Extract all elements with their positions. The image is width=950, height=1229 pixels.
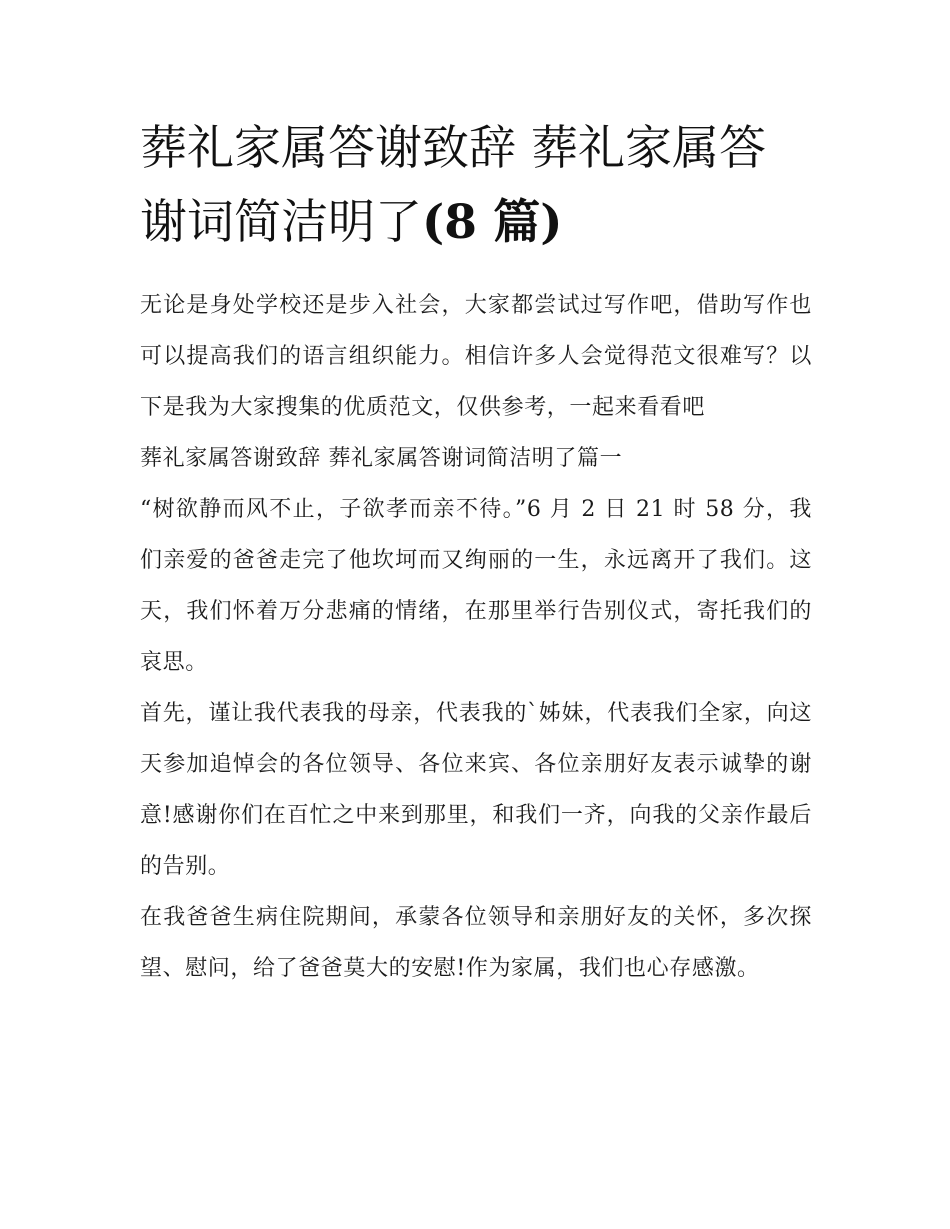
intro-paragraph: 无论是身处学校还是步入社会，大家都尝试过写作吧，借助写作也可以提高我们的语言组织能力。相信许多人会觉得范文很难写？以下是我为大家搜集的优质范文，仅供参考，一起来看看吧 xyxy=(140,293,812,420)
document-body xyxy=(140,112,812,994)
title-count-suffix: (8 篇) xyxy=(422,195,563,250)
section-heading: 葬礼家属答谢致辞 葬礼家属答谢词简洁明了篇一 xyxy=(140,446,623,471)
document-title xyxy=(140,112,812,260)
body-paragraph: 首先，谨让我代表我的母亲，代表我的`姊妹，代表我们全家，向这天参加追悼会的各位领导、各位来宾、各位亲朋好友表示诚挚的谢意!感谢你们在百忙之中来到那里，和我们一齐，向我的父亲作最后的告别。 xyxy=(140,701,812,879)
body-paragraph: 在我爸爸生病住院期间，承蒙各位领导和亲朋好友的关怀，多次探望、慰问，给了爸爸莫大的安慰!作为家属，我们也心存感激。 xyxy=(140,905,812,981)
body-paragraph: “树欲静而风不止，子欲孝而亲不待。”6 月 2 日 21 时 58 分，我们亲爱的爸爸走完了他坎坷而又绚丽的一生，永远离开了我们。这天，我们怀着万分悲痛的情绪，在那里举行告别仪式，寄托我们的哀思。 xyxy=(140,497,812,675)
title-main-text: 葬礼家属答谢致辞 葬礼家属答谢词简洁明了 xyxy=(140,121,766,250)
